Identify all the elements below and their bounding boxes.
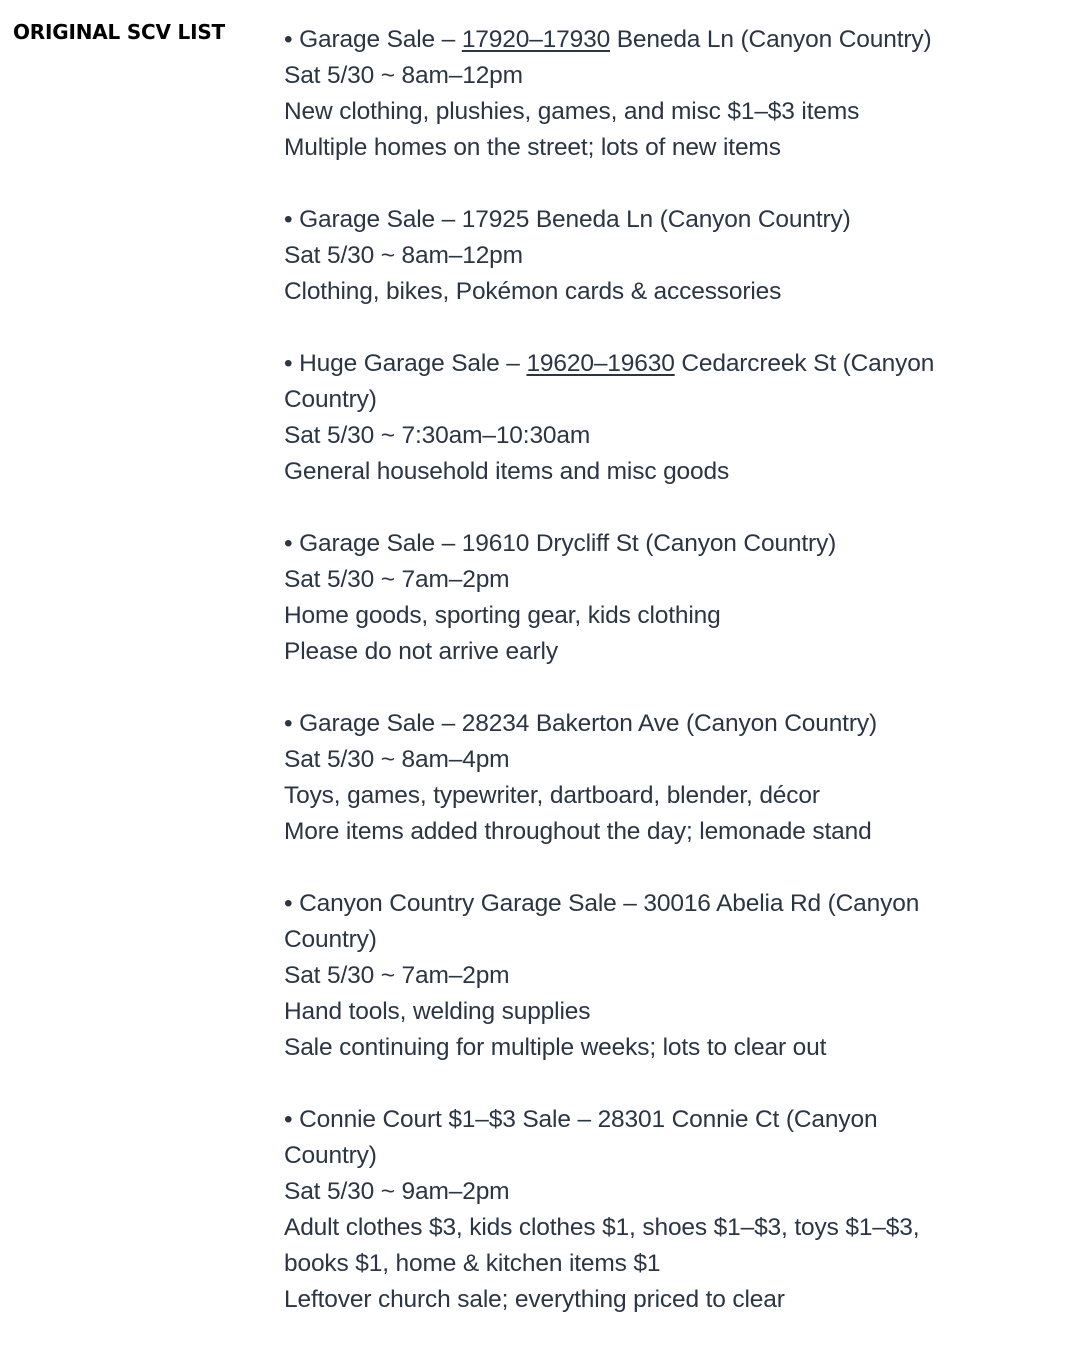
- sale-detail: Toys, games, typewriter, dartboard, blender, décor: [284, 782, 820, 809]
- sale-detail: Leftover church sale; everything priced to clear: [284, 1286, 785, 1313]
- bullet-icon: •: [284, 530, 293, 557]
- sale-time: Sat 5/30 ~ 8am–12pm: [284, 242, 523, 269]
- sale-title-text-end: Beneda Ln (Canyon Country): [610, 26, 932, 53]
- sale-detail: General household items and misc goods: [284, 458, 730, 485]
- sale-title-text: Huge Garage Sale –: [299, 350, 527, 377]
- sale-entry-bakerton: [284, 706, 964, 850]
- sale-title-text: Canyon Country Garage Sale – 30016 Abelia Rd (Canyon Country): [284, 890, 920, 953]
- sale-title: [284, 346, 964, 418]
- sale-title-text: Garage Sale –: [299, 26, 462, 53]
- sale-entry-beneda-17920: [284, 22, 964, 166]
- sale-time: Sat 5/30 ~ 7am–2pm: [284, 962, 510, 989]
- bullet-icon: •: [284, 890, 293, 917]
- sale-entry-cedarcreek: [284, 346, 964, 490]
- sale-time: Sat 5/30 ~ 8am–12pm: [284, 62, 523, 89]
- bullet-icon: •: [284, 350, 293, 377]
- sale-title-text: Garage Sale – 19610 Drycliff St (Canyon Country): [299, 530, 837, 557]
- sale-listing: [284, 22, 964, 1354]
- sale-detail: Multiple homes on the street; lots of new items: [284, 134, 781, 161]
- sale-title: [284, 22, 964, 58]
- sale-entry-connie-ct: [284, 1102, 964, 1318]
- sale-title: [284, 706, 964, 742]
- sale-title: [284, 202, 964, 238]
- sale-time: Sat 5/30 ~ 7:30am–10:30am: [284, 422, 591, 449]
- sale-detail: Adult clothes $3, kids clothes $1, shoes $1–$3, toys $1–$3, books $1, home & kitchen items $1: [284, 1214, 920, 1277]
- sale-title: [284, 886, 964, 958]
- sale-detail: Hand tools, welding supplies: [284, 998, 591, 1025]
- sale-entry-drycliff: [284, 526, 964, 670]
- sale-detail: Home goods, sporting gear, kids clothing: [284, 602, 721, 629]
- bullet-icon: •: [284, 1106, 293, 1133]
- address-link[interactable]: 17920–17930: [461, 26, 611, 53]
- bullet-icon: •: [284, 710, 293, 737]
- sale-detail: Clothing, bikes, Pokémon cards & accessories: [284, 278, 782, 305]
- sale-time: Sat 5/30 ~ 9am–2pm: [284, 1178, 510, 1205]
- sale-entry-beneda-17925: [284, 202, 964, 310]
- sale-title: [284, 1102, 964, 1174]
- sale-detail: More items added throughout the day; lemonade stand: [284, 818, 872, 845]
- sale-time: Sat 5/30 ~ 8am–4pm: [284, 746, 510, 773]
- sale-title-text: Garage Sale – 28234 Bakerton Ave (Canyon Country): [299, 710, 877, 737]
- sale-title-text-end: Cedarcreek St (Canyon Country): [284, 350, 935, 413]
- sale-title-text: Garage Sale – 17925 Beneda Ln (Canyon Country): [299, 206, 851, 233]
- bullet-icon: •: [284, 26, 293, 53]
- sale-detail: New clothing, plushies, games, and misc $1–$3 items: [284, 98, 860, 125]
- address-link[interactable]: 19620–19630: [526, 350, 675, 377]
- sale-time: Sat 5/30 ~ 7am–2pm: [284, 566, 510, 593]
- sale-title-text: Connie Court $1–$3 Sale – 28301 Connie Ct (Canyon Country): [284, 1106, 878, 1169]
- sale-detail: Please do not arrive early: [284, 638, 558, 665]
- sale-detail: Sale continuing for multiple weeks; lots to clear out: [284, 1034, 827, 1061]
- corner-label: ORIGINAL SCV LIST: [13, 20, 225, 44]
- sale-title: [284, 526, 964, 562]
- bullet-icon: •: [284, 206, 293, 233]
- sale-entry-abelia: [284, 886, 964, 1066]
